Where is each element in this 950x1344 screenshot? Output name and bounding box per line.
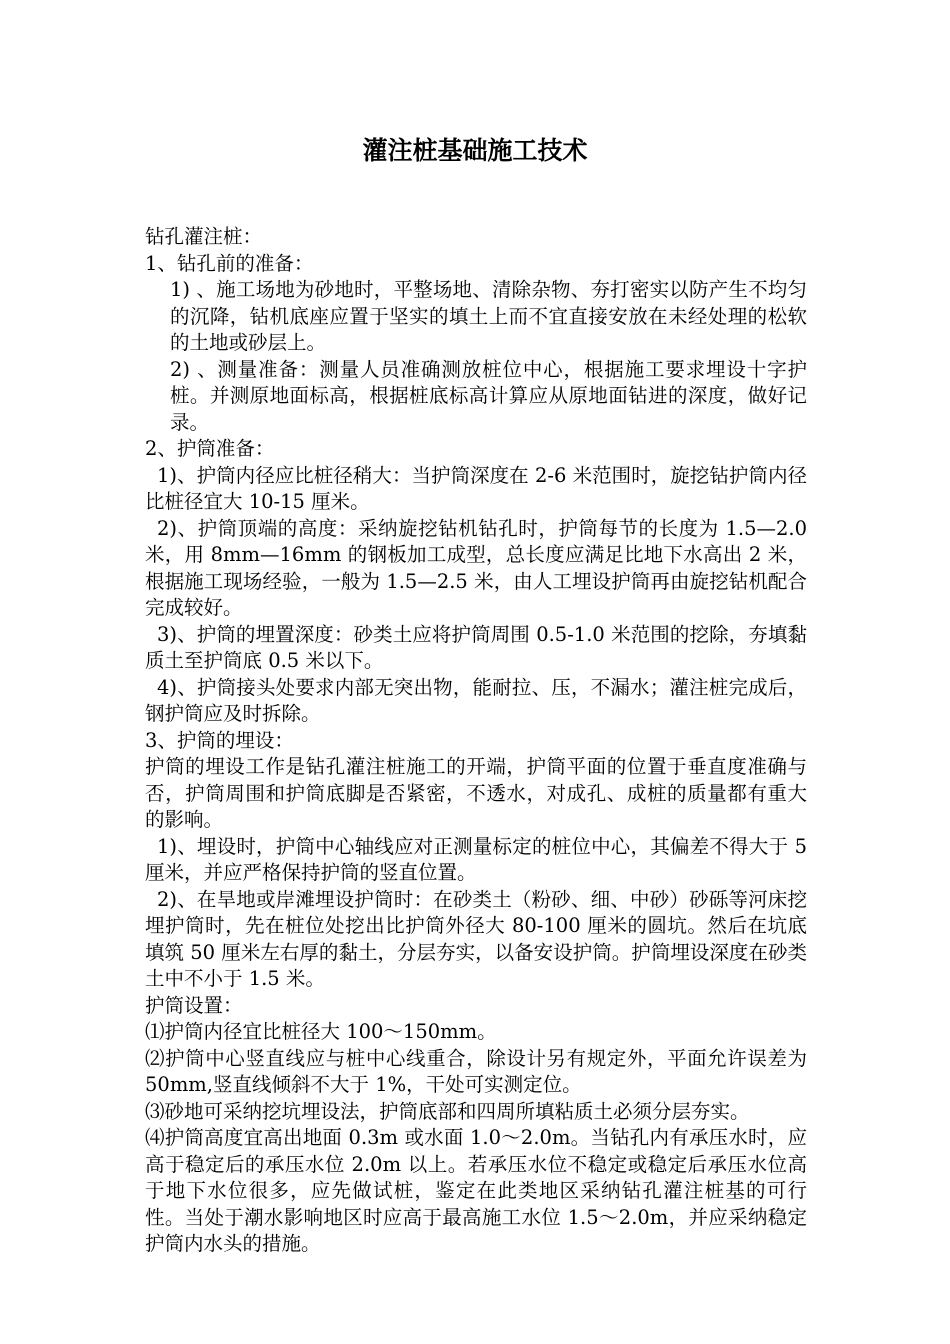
list-item: ⑵护筒中心竖直线应与桩中心线重合，除设计另有规定外，平面允许误差为 50mm,竖直线倾斜不大于 1%，干处可实测定位。 — [145, 1046, 807, 1096]
list-item: 1) 、施工场地为砂地时，平整场地、清除杂物、夯打密实以防产生不均匀的沉降，钻机底座应置于坚实的填土上而不宜直接安放在未经处理的松软的土地或砂层上。 — [170, 278, 807, 354]
list-item: ⑶砂地可采纳挖坑埋设法，护筒底部和四周所填粘质土必须分层夯实。 — [145, 1099, 750, 1123]
list-item: 3)、护筒的埋置深度：砂类土应将护筒周围 0.5-1.0 米范围的挖除，夯填黏质土至护筒底 0.5 米以下。 — [145, 622, 807, 672]
list-item: ⑴护筒内径宜比桩径大 100～150mm。 — [145, 1020, 497, 1043]
list-item: 2) 、测量准备：测量人员准确测放桩位中心，根据施工要求埋设十字护桩。并测原地面标高，根据桩底标高计算应从原地面钻进的深度，做好记录。 — [170, 357, 807, 434]
list-item: 1)、护筒内径应比桩径稍大：当护筒深度在 2-6 米范围时，旋挖钻护筒内径比桩径宜大 10-15 厘米。 — [145, 463, 807, 513]
section-heading: 钻孔灌注桩： — [145, 225, 263, 248]
section-heading: 3、护筒的埋设： — [145, 728, 294, 752]
page-title: 灌注桩基础施工技术 — [362, 136, 588, 165]
list-item: 2)、在旱地或岸滩埋设护筒时：在砂类土（粉砂、细、中砂）砂砾等河床挖埋护筒时，先在桩位处挖出比护筒外径大 80-100 厘米的圆坑。然后在坑底填筑 50 厘米左右厚的黏土，分层夯实，以备安设护筒。护筒埋设深度在砂类土中不小于 1.5 米。 — [145, 887, 807, 990]
section-heading: 2、护筒准备： — [145, 437, 275, 460]
section-heading: 1、钻孔前的准备： — [145, 251, 314, 275]
paragraph: 护筒的埋设工作是钻孔灌注桩施工的开端，护筒平面的位置于垂直度准确与否，护筒周围和护筒底脚是否紧密，不透水，对成孔、成桩的质量都有重大的影响。 — [145, 755, 807, 831]
list-item: ⑷护筒高度宜高出地面 0.3m 或水面 1.0～2.0m。当钻孔内有承压水时，应高于稳定后的承压水位 2.0m 以上。若承压水位不稳定或稳定后承压水位高于地下水位很多，应先做试桩，鉴定在此类地区采纳钻孔灌注桩基的可行性。当处于潮水影响地区时应高于最高施工水位 1.5～2.0m，并应采纳稳定护筒内水头的措施。 — [145, 1126, 807, 1255]
document-body — [145, 224, 807, 1258]
section-heading: 护筒设置： — [145, 993, 243, 1017]
list-item: 1)、埋设时，护筒中心轴线应对正测量标定的桩位中心，其偏差不得大于 5 厘米，并应严格保持护筒的竖直位置。 — [145, 834, 807, 884]
list-item: 2)、护筒顶端的高度：采纳旋挖钻机钻孔时，护筒每节的长度为 1.5—2.0 米，用 8mm—16mm 的钢板加工成型，总长度应满足比地下水高出 2 米，根据施工现场经验，一般为 1.5—2.5 米，由人工埋设护筒再由旋挖钻机配合完成较好。 — [145, 516, 807, 619]
list-item: 4)、护筒接头处要求内部无突出物，能耐拉、压，不漏水；灌注桩完成后，钢护筒应及时拆除。 — [145, 675, 807, 725]
